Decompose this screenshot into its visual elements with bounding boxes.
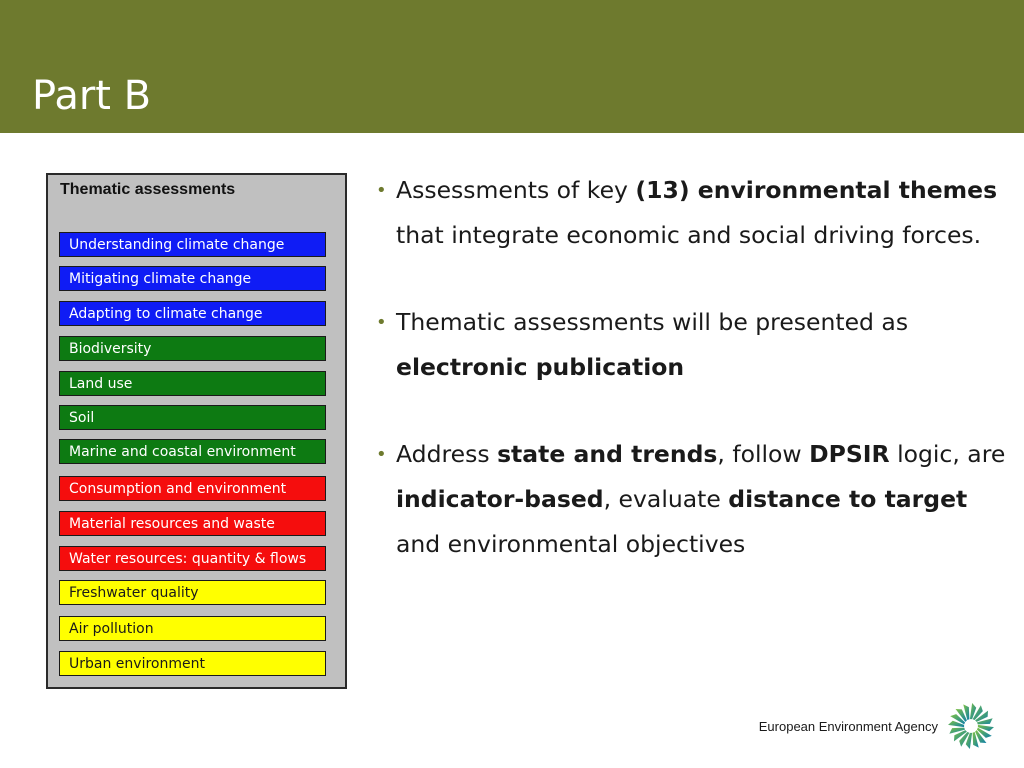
theme-item: Soil [59, 405, 326, 430]
bullet-text: Assessments of key [396, 176, 636, 204]
eea-logo-icon [946, 701, 996, 751]
footer [759, 700, 996, 752]
bullet-text-bold: indicator-based [396, 485, 604, 513]
slide-title: Part B [32, 73, 152, 119]
bullet-icon: • [376, 180, 387, 201]
bullet-text-bold: distance to target [728, 485, 968, 513]
theme-item: Understanding climate change [59, 232, 326, 257]
bullet-list [376, 168, 1016, 567]
theme-item: Urban environment [59, 651, 326, 676]
thematic-assessments-panel [46, 173, 347, 689]
theme-item: Air pollution [59, 616, 326, 641]
bullet-text: logic, are [889, 440, 1006, 468]
bullet-text: Thematic assessments will be presented as [396, 308, 909, 336]
bullet-item [376, 300, 1016, 390]
agency-name: European Environment Agency [758, 718, 938, 734]
bullet-text-bold: state and trends [497, 440, 718, 468]
bullet-text: that integrate economic and social driving forces. [396, 221, 982, 249]
bullet-icon: • [376, 444, 387, 465]
bullet-text-bold: electronic publication [396, 353, 685, 381]
bullet-item [376, 432, 1016, 567]
panel-title: Thematic assessments [60, 181, 236, 198]
header-bar [0, 0, 1024, 133]
bullet-item [376, 168, 1016, 258]
theme-item: Mitigating climate change [59, 266, 326, 291]
theme-item: Water resources: quantity & flows [59, 546, 326, 571]
theme-item: Consumption and environment [59, 476, 326, 501]
theme-item: Marine and coastal environment [59, 439, 326, 464]
bullet-text: Address [396, 440, 498, 468]
bullet-text: and environmental objectives [396, 530, 746, 558]
theme-item: Biodiversity [59, 336, 326, 361]
bullet-text: , evaluate [603, 485, 729, 513]
bullet-text: , follow [717, 440, 810, 468]
theme-item: Adapting to climate change [59, 301, 326, 326]
theme-item: Material resources and waste [59, 511, 326, 536]
bullet-text-bold: (13) environmental themes [635, 176, 998, 204]
theme-item: Land use [59, 371, 326, 396]
bullet-text-bold: DPSIR [809, 440, 890, 468]
theme-item: Freshwater quality [59, 580, 326, 605]
bullet-icon: • [376, 312, 387, 333]
